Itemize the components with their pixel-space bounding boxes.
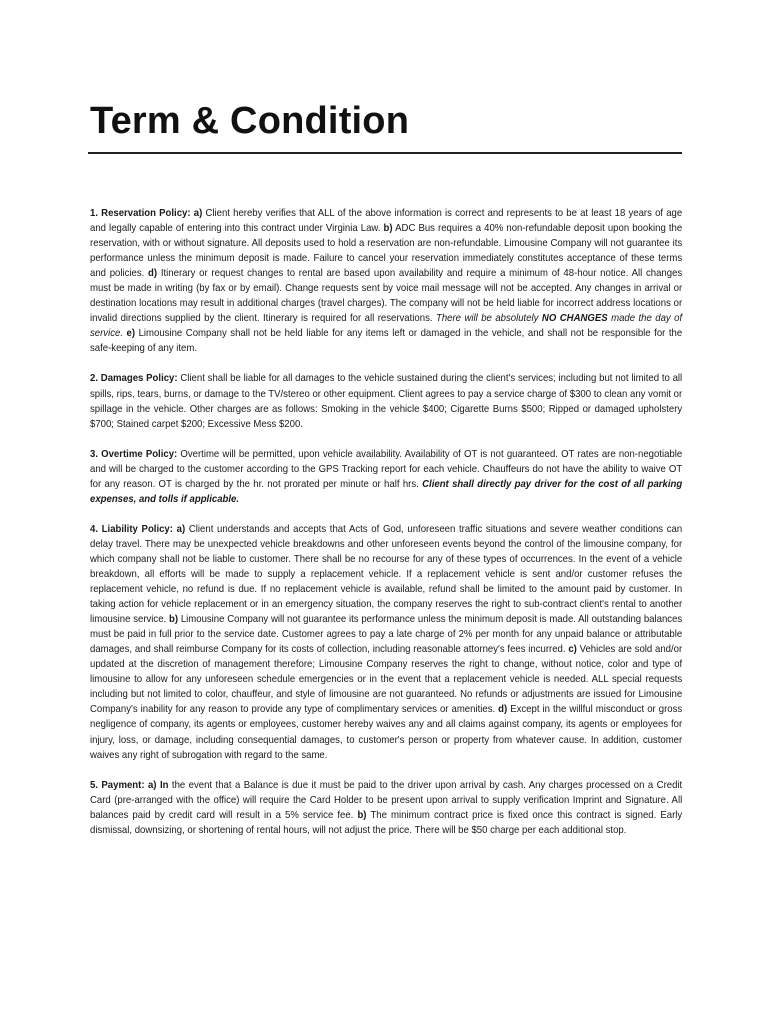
clause-text: Limousine Company shall not be held liable for any items left or damaged in the vehicle, and shall not be responsible for the safe-keeping of any item. bbox=[90, 328, 683, 355]
section-heading: 3. Overtime Policy: bbox=[90, 448, 178, 460]
liability-policy-section bbox=[90, 522, 682, 763]
clause-text: ADC Bus requires a 40% non-refundable deposit upon booking the reservation, with or without signature. All deposits used to hold a reservation are non-refundable. Limousine Company will not guarantee its performance unless the minimum deposit is made. Failure to cancel your reservation immediately constitutes acceptance of these terms and policies. bbox=[90, 223, 683, 280]
emphasis-bold-text: Client shall directly pay driver for the cost of all parking expenses, and tolls if applicable. bbox=[90, 478, 683, 505]
section-heading: 4. Liability Policy: bbox=[90, 523, 173, 535]
clause-text: Limousine Company will not guarantee its performance unless the minimum deposit is made. All outstanding balances must be paid in full prior to the service date. Customer agrees to pay a late charge of 2% per month for any unpaid balance or attributable damages, and shall reimburse Company for its costs of collection, including reasonable attorney's fees incurred. bbox=[90, 614, 683, 656]
clause-text: Client understands and accepts that Acts of God, unforeseen traffic situations and severe weather conditions can delay travel. There may be unexpected vehicle breakdowns and other unforeseen events beyond the control of the limousine company, for which company shall not be liable to customer. There shall be no recourse for any of these types of occurrences. In the event of a vehicle breakdown, all efforts will be made to supply a replacement vehicle. If a replacement vehicle is sent and/or customer refuses the replacement vehicle, no refund is due. If no replacement vehicle is available, refund shall be limited to the amount paid by customer. In taking action for vehicle replacement or in an emergency situation, the company reserves the right to sub-contract client's rental to another limousine service. bbox=[90, 523, 683, 626]
clause-label: e) bbox=[126, 328, 136, 340]
clause-text: Itinerary or request changes to rental are based upon availability and require a minimum of 48-hour notice. All changes must be made in writing (by fax or by email). Change requests sent by voice mail message will not be accepted. Any changes in arrival or destination locations may result in additional charges (travel charges). The company will not be held liable for incorrect address locations or invalid directions supplied by the client. Itinerary is required for all reservations. bbox=[90, 268, 683, 325]
clause-text: Except in the willful misconduct or gross negligence of company, its agents or employees, customer hereby waives any and all claims against company, its agents or employees for injury, loss, or damage, including consequential damages, to customer's person or property from whatever cause. In addition, customer waives any right of subrogation with regard to the same. bbox=[90, 704, 683, 761]
overtime-policy-section bbox=[90, 447, 682, 507]
payment-section bbox=[90, 778, 682, 838]
clause-label: b) bbox=[168, 614, 179, 626]
clause-text: the event that a Balance is due it must be paid to the driver upon arrival by cash. Any charges processed on a Credit Card (pre-arranged with the office) will require the Card Holder to be present upon arrival to supply verification Imprint and Signature. All balances paid by credit card will result in a 5% service fee. bbox=[90, 779, 683, 821]
emphasis-bold-text: NO CHANGES bbox=[541, 313, 608, 325]
emphasis-text: made the day of service. bbox=[90, 313, 683, 340]
clause-text: Vehicles are sold and/or updated at the discretion of management therefore; Limousine Company reserves the right to change, without notice, color and type of limousine to allow for any unforeseen schedule emergencies or in the event that a replacement vehicle is needed. ALL special requests including but not limited to color, chauffeur, and style of limousine are not guaranteed. No refunds or adjustments are issued for Limousine Company's inability for any reason to provide any type of complimentary services or amenities. bbox=[90, 644, 683, 716]
page-title: Term & Condition bbox=[90, 100, 410, 142]
terms-body bbox=[90, 206, 682, 853]
section-heading: 2. Damages Policy: bbox=[90, 373, 178, 385]
clause-text: Client hereby verifies that ALL of the above information is correct and represents to be at least 18 years of age and legally capable of entering into this contract under Virginia Law. bbox=[90, 208, 683, 235]
clause-label: b) bbox=[357, 809, 367, 821]
clause-label: a) bbox=[176, 523, 186, 535]
section-heading: 5. Payment: bbox=[90, 779, 145, 791]
emphasis-text: There will be absolutely bbox=[435, 313, 539, 325]
damages-policy-section bbox=[90, 371, 682, 431]
clause-label: d) bbox=[148, 268, 158, 280]
clause-label: c) bbox=[568, 644, 577, 656]
section-text: Client shall be liable for all damages to the vehicle sustained during the client's services; including but not limited to all spills, rips, tears, burns, or damage to the TV/stereo or other equipment. Client agrees to pay a service charge of $300 to clean any vomit or spillage in the vehicle. Other charges are as follows: Smoking in the vehicle $400; Cigarette Burns $500; Ripped or damaged upholstery $700; Stained carpet $200; Excessive Mess $200. bbox=[90, 373, 683, 430]
title-divider bbox=[88, 152, 682, 154]
clause-label: d) bbox=[498, 704, 508, 716]
clause-label: b) bbox=[383, 223, 393, 235]
clause-label: a) In bbox=[147, 779, 169, 791]
clause-label: a) bbox=[193, 208, 203, 219]
clause-text: The minimum contract price is fixed once this contract is signed. Early dismissal, downsizing, or shortening of rental hours, will not adjust the price. There will be $50 charge per each additional stop. bbox=[90, 809, 683, 836]
section-heading: 1. Reservation Policy: bbox=[90, 208, 191, 219]
reservation-policy-section bbox=[90, 206, 682, 356]
section-text: Overtime will be permitted, upon vehicle availability. Availability of OT is not guaranteed. OT rates are non-negotiable and will be charged to the customer according to the GPS Tracking report for each vehicle. Chauffeurs do not have the ability to waive OT for any reason. OT is charged by the hr. not prorated per minute or half hrs. bbox=[90, 448, 683, 490]
